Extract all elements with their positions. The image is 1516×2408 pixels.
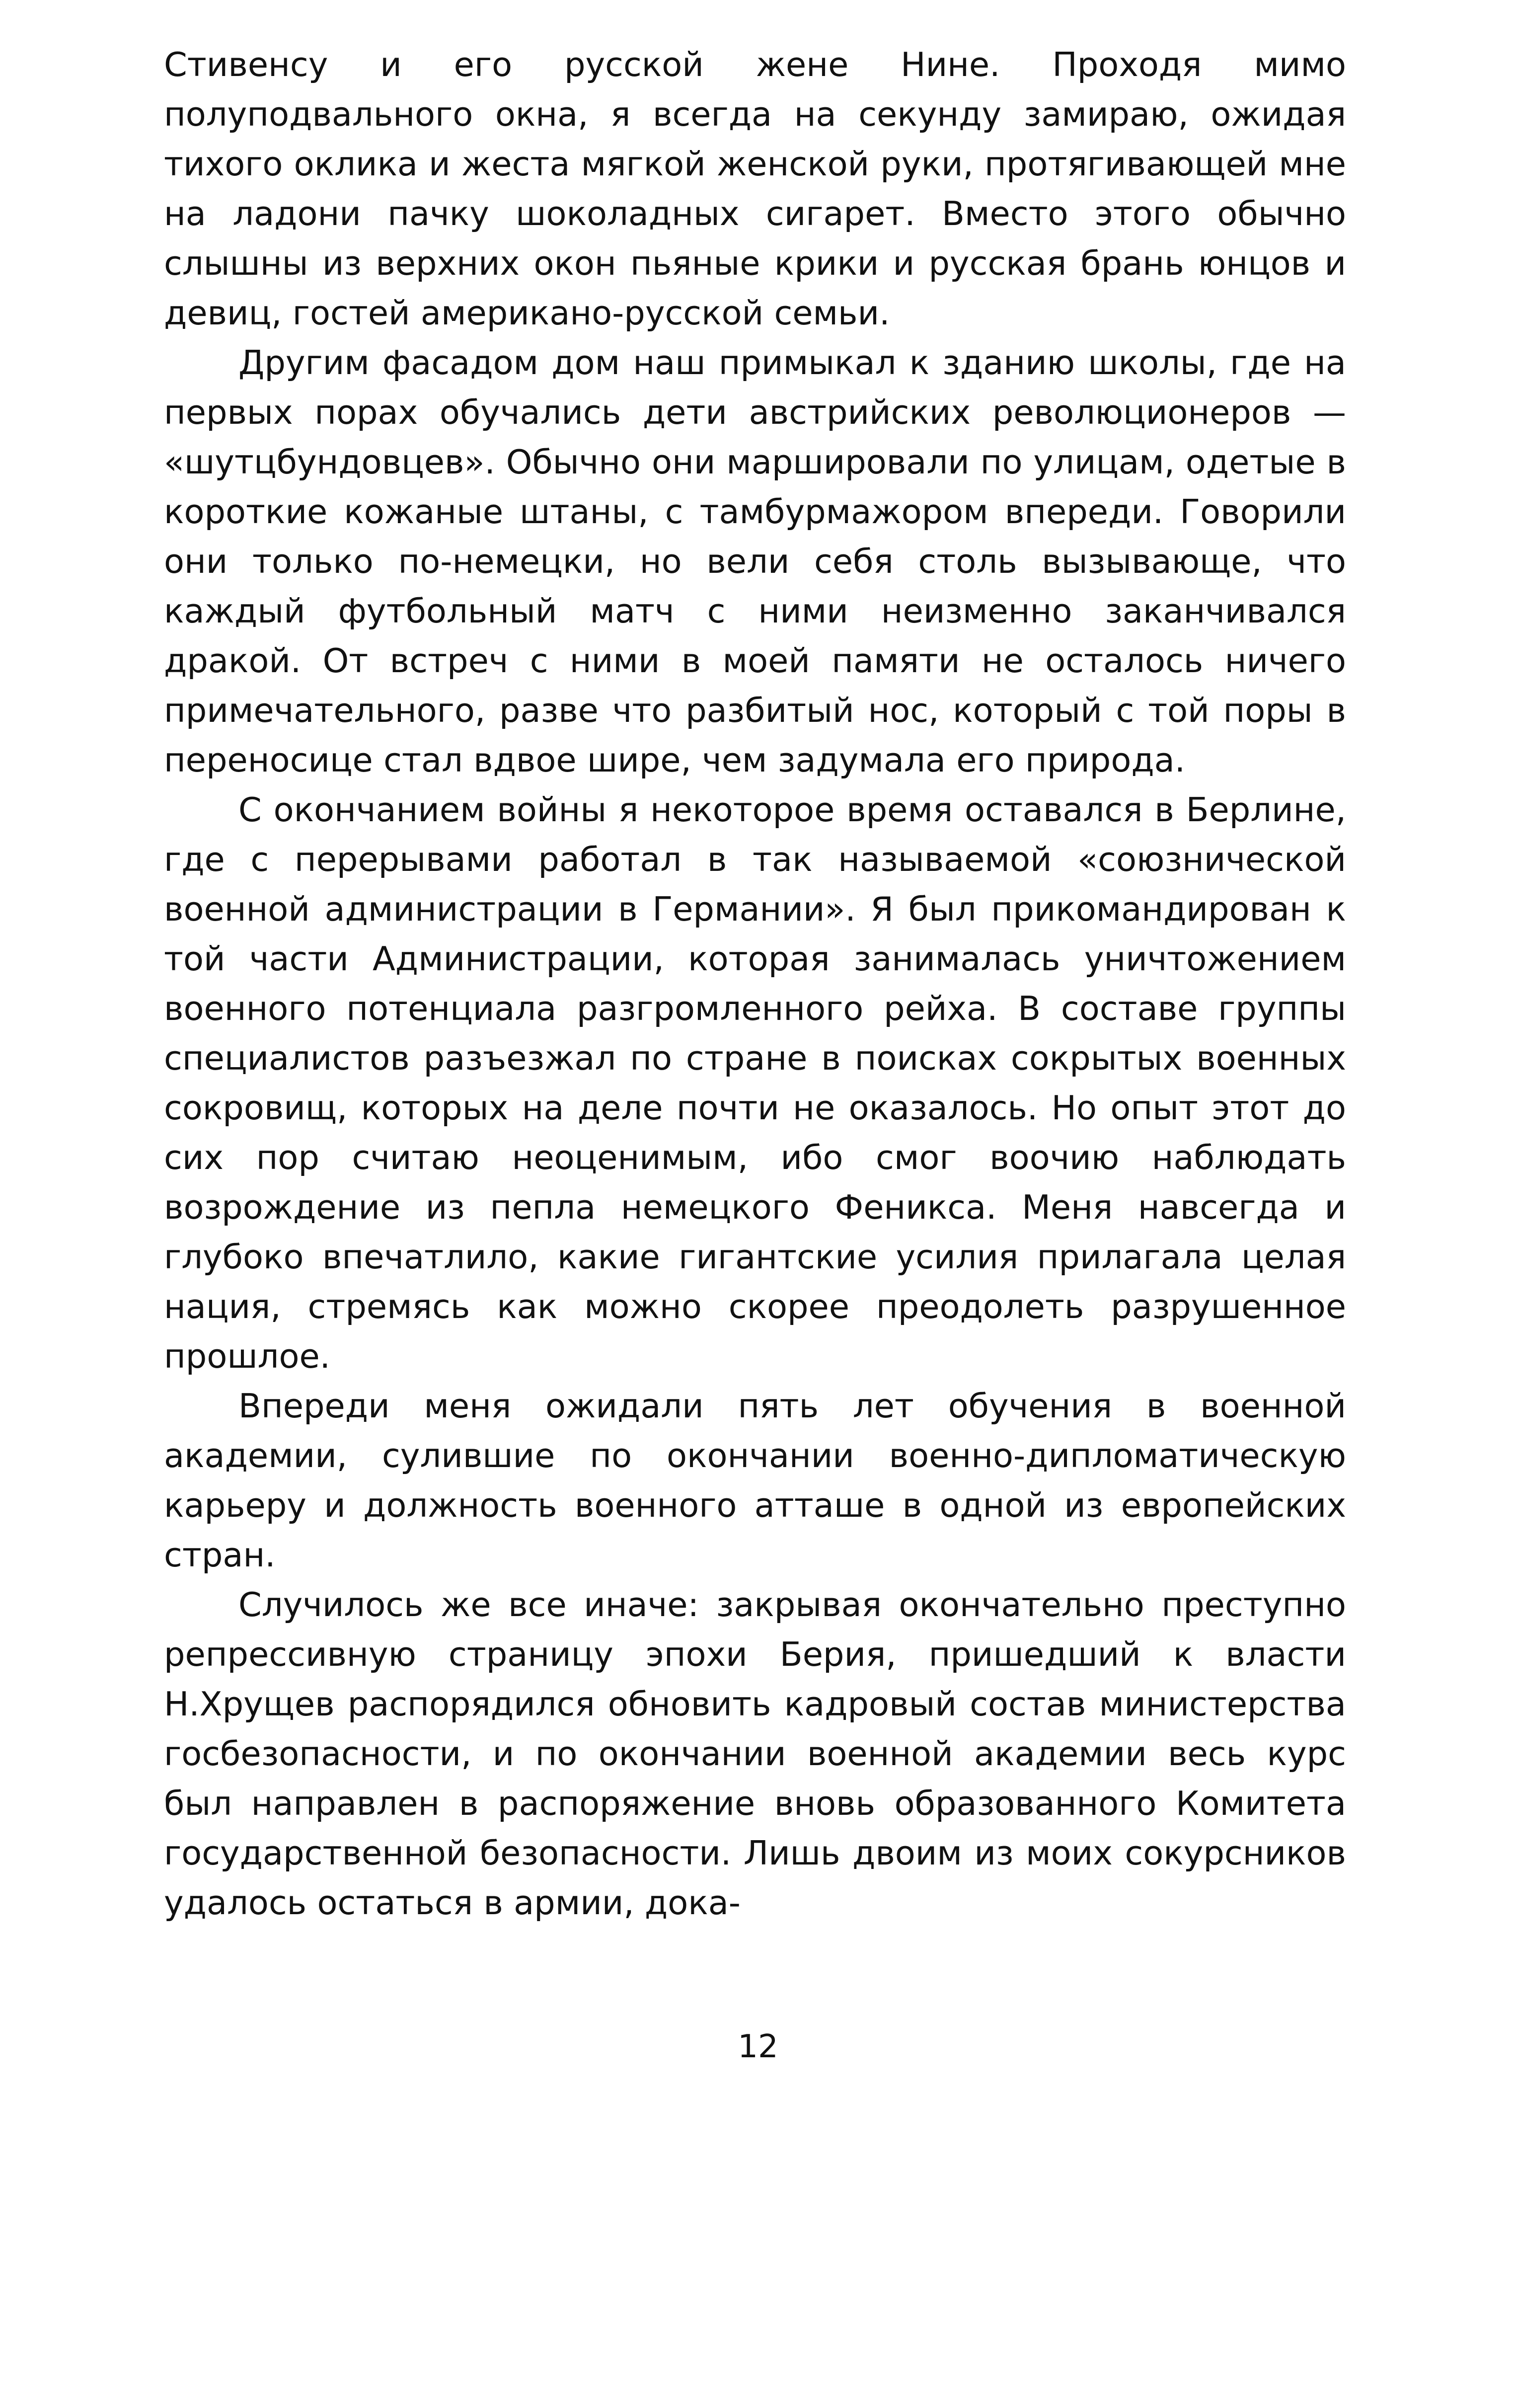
page-number: 12 [738,2028,778,2065]
paragraph-2: Другим фасадом дом наш примыкал к зданию школы, где на первых порах обучались дети австрийских революционеров — «шутцбундовцев». Обычно они маршировали по улицам, одетые в короткие кожаные штаны, с тамбурмажором впереди. Говорили они только по-немецки, но вели себя столь вызывающе, что каждый футбольный матч с ними неизменно заканчивался дракой. От встреч с ними в моей памяти не осталось ничего примечательного, разве что разбитый нос, который с той поры в переносице стал вдвое шире, чем задумала его природа. [164,343,1346,779]
paragraph-4: Впереди меня ожидали пять лет обучения в военной академии, сулившие по окончании военно-дипломатическую карьеру и должность военного атташе в одной из европейских стран. [164,1387,1346,1574]
paragraph-5: Случилось же все иначе: закрывая окончательно преступно репрессивную страницу эпохи Берия, пришедший к власти Н.Хрущев распорядился обновить кадровый состав министерства госбезопасности, и по окончании военной академии весь курс был направлен в распоряжение вновь образованного Комитета государственной безопасности. Лишь двоим из моих сокурсников удалось остаться в армии, дока- [164,1585,1346,1922]
paragraph-1: Стивенсу и его русской жене Нине. Проходя мимо полуподвального окна, я всегда на секунду замираю, ожидая тихого оклика и жеста мягкой женской руки, протягивающей мне на ладони пачку шоколадных сигарет. Вместо этого обычно слышны из верхних окон пьяные крики и русская брань юнцов и девиц, гостей американо-русской семьи. [164,45,1346,332]
page-body [164,40,1346,1928]
paragraph-3: С окончанием войны я некоторое время оставался в Берлине, где с перерывами работал в так называемой «союзнической военной администрации в Германии». Я был прикомандирован к той части Администрации, которая занималась уничтожением военного потенциала разгромленного рейха. В составе группы специалистов разъезжал по стране в поисках сокрытых военных сокровищ, которых на деле почти не оказалось. Но опыт этот до сих пор считаю неоценимым, ибо смог воочию наблюдать возрождение из пепла немецкого Феникса. Меня навсегда и глубоко впечатлило, какие гигантские усилия прилагала целая нация, стремясь как можно скорее преодолеть разрушенное прошлое. [164,790,1346,1376]
